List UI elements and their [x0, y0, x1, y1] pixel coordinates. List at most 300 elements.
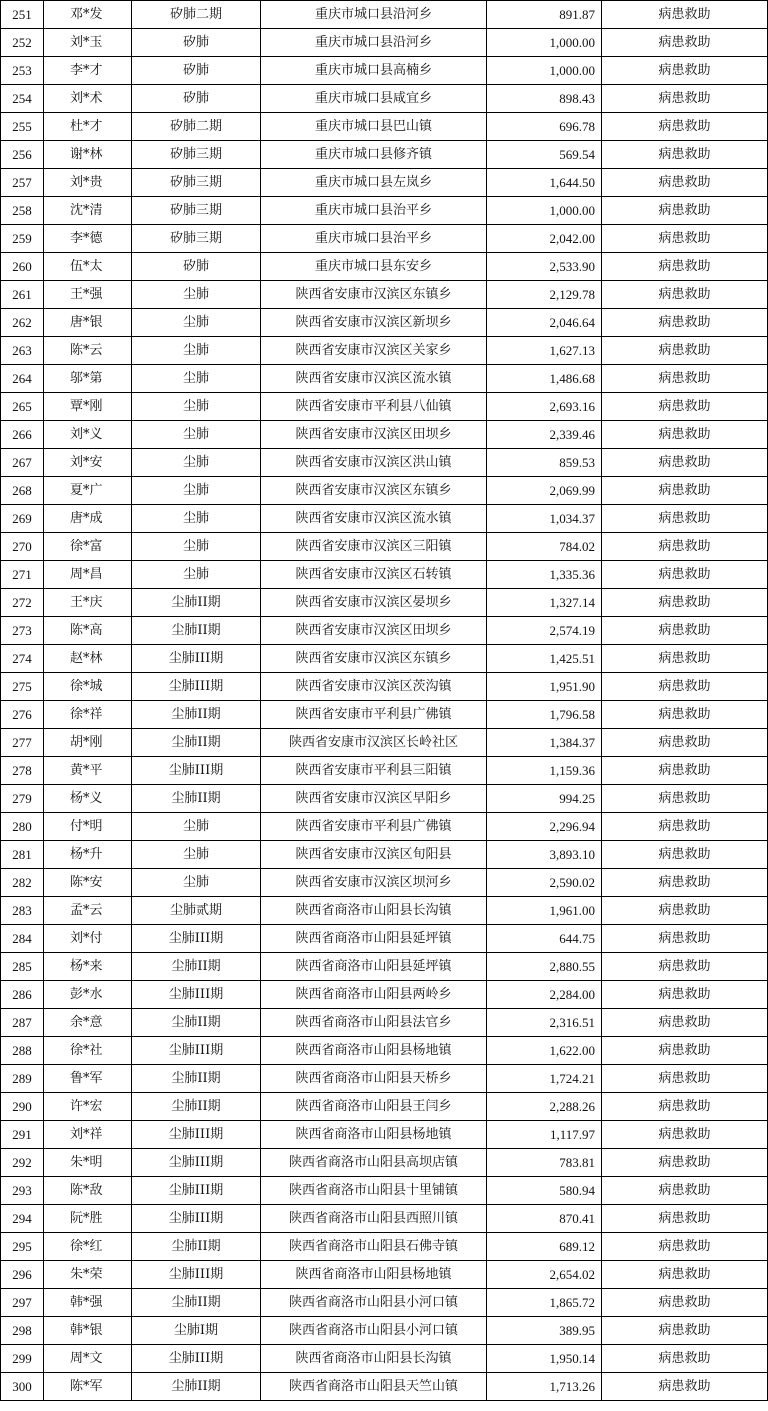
- disease-stage-cell: 尘肺II期: [132, 701, 261, 729]
- aid-amount-cell: 1,950.14: [487, 1345, 602, 1373]
- address-cell: 陕西省商洛市山阳县王闫乡: [261, 1093, 487, 1121]
- disease-stage-cell: 矽肺二期: [132, 113, 261, 141]
- aid-type-cell: 病患救助: [602, 1233, 768, 1261]
- disease-stage-cell: 尘肺贰期: [132, 897, 261, 925]
- aid-amount-cell: 2,296.94: [487, 813, 602, 841]
- address-cell: 陕西省商洛市山阳县延坪镇: [261, 925, 487, 953]
- disease-stage-cell: 尘肺II期: [132, 1065, 261, 1093]
- aid-amount-cell: 1,951.90: [487, 673, 602, 701]
- aid-type-cell: 病患救助: [602, 1149, 768, 1177]
- recipient-name-cell: 邓*发: [44, 1, 132, 29]
- aid-amount-cell: 784.02: [487, 533, 602, 561]
- table-row: [1, 841, 768, 869]
- table-row: [1, 729, 768, 757]
- row-number-cell: 260: [1, 253, 44, 281]
- disease-stage-cell: 矽肺: [132, 57, 261, 85]
- aid-amount-cell: 1,000.00: [487, 197, 602, 225]
- recipient-name-cell: 徐*城: [44, 673, 132, 701]
- aid-amount-cell: 1,865.72: [487, 1289, 602, 1317]
- address-cell: 陕西省商洛市山阳县延坪镇: [261, 953, 487, 981]
- recipient-name-cell: 杨*义: [44, 785, 132, 813]
- aid-amount-cell: 783.81: [487, 1149, 602, 1177]
- row-number-cell: 292: [1, 1149, 44, 1177]
- address-cell: 重庆市城口县治平乡: [261, 225, 487, 253]
- row-number-cell: 287: [1, 1009, 44, 1037]
- address-cell: 陕西省安康市汉滨区田坝乡: [261, 617, 487, 645]
- address-cell: 陕西省安康市汉滨区旬阳县: [261, 841, 487, 869]
- row-number-cell: 275: [1, 673, 44, 701]
- aid-amount-cell: 2,880.55: [487, 953, 602, 981]
- aid-amount-cell: 1,000.00: [487, 57, 602, 85]
- aid-type-cell: 病患救助: [602, 1037, 768, 1065]
- recipient-name-cell: 刘*付: [44, 925, 132, 953]
- table-row: [1, 1009, 768, 1037]
- aid-type-cell: 病患救助: [602, 1065, 768, 1093]
- aid-type-cell: 病患救助: [602, 449, 768, 477]
- aid-amount-cell: 1,335.36: [487, 561, 602, 589]
- address-cell: 陕西省商洛市山阳县杨地镇: [261, 1261, 487, 1289]
- table-row: [1, 561, 768, 589]
- row-number-cell: 251: [1, 1, 44, 29]
- aid-amount-cell: 2,129.78: [487, 281, 602, 309]
- recipient-name-cell: 刘*安: [44, 449, 132, 477]
- row-number-cell: 299: [1, 1345, 44, 1373]
- aid-type-cell: 病患救助: [602, 1, 768, 29]
- address-cell: 陕西省商洛市山阳县天桥乡: [261, 1065, 487, 1093]
- table-row: [1, 281, 768, 309]
- table-row: [1, 1205, 768, 1233]
- recipient-name-cell: 刘*义: [44, 421, 132, 449]
- row-number-cell: 252: [1, 29, 44, 57]
- recipient-name-cell: 徐*红: [44, 1233, 132, 1261]
- table-row: [1, 785, 768, 813]
- row-number-cell: 264: [1, 365, 44, 393]
- aid-amount-cell: 1,425.51: [487, 645, 602, 673]
- aid-type-cell: 病患救助: [602, 533, 768, 561]
- aid-type-cell: 病患救助: [602, 1317, 768, 1345]
- table-row: [1, 169, 768, 197]
- aid-type-cell: 病患救助: [602, 785, 768, 813]
- table-row: [1, 1093, 768, 1121]
- aid-amount-cell: 1,644.50: [487, 169, 602, 197]
- aid-amount-cell: 1,796.58: [487, 701, 602, 729]
- row-number-cell: 269: [1, 505, 44, 533]
- aid-type-cell: 病患救助: [602, 1121, 768, 1149]
- address-cell: 陕西省安康市汉滨区洪山镇: [261, 449, 487, 477]
- recipient-name-cell: 鲁*军: [44, 1065, 132, 1093]
- disease-stage-cell: 尘肺: [132, 841, 261, 869]
- recipient-name-cell: 陈*云: [44, 337, 132, 365]
- table-row: [1, 1037, 768, 1065]
- aid-type-cell: 病患救助: [602, 897, 768, 925]
- table-row: [1, 813, 768, 841]
- row-number-cell: 281: [1, 841, 44, 869]
- address-cell: 陕西省商洛市山阳县杨地镇: [261, 1037, 487, 1065]
- recipient-name-cell: 邬*第: [44, 365, 132, 393]
- recipient-name-cell: 周*文: [44, 1345, 132, 1373]
- recipient-name-cell: 彭*水: [44, 981, 132, 1009]
- aid-type-cell: 病患救助: [602, 617, 768, 645]
- recipient-name-cell: 覃*刚: [44, 393, 132, 421]
- aid-type-cell: 病患救助: [602, 869, 768, 897]
- aid-type-cell: 病患救助: [602, 1093, 768, 1121]
- aid-amount-cell: 2,339.46: [487, 421, 602, 449]
- aid-type-cell: 病患救助: [602, 85, 768, 113]
- aid-type-cell: 病患救助: [602, 561, 768, 589]
- disease-stage-cell: 尘肺: [132, 309, 261, 337]
- address-cell: 陕西省安康市汉滨区早阳乡: [261, 785, 487, 813]
- row-number-cell: 295: [1, 1233, 44, 1261]
- recipient-name-cell: 刘*玉: [44, 29, 132, 57]
- table-row: [1, 393, 768, 421]
- aid-type-cell: 病患救助: [602, 1261, 768, 1289]
- recipient-name-cell: 王*强: [44, 281, 132, 309]
- disease-stage-cell: 尘肺III期: [132, 1205, 261, 1233]
- table-row: [1, 701, 768, 729]
- recipient-name-cell: 杜*才: [44, 113, 132, 141]
- aid-amount-cell: 696.78: [487, 113, 602, 141]
- disease-stage-cell: 尘肺III期: [132, 925, 261, 953]
- address-cell: 陕西省安康市平利县八仙镇: [261, 393, 487, 421]
- table-row: [1, 897, 768, 925]
- row-number-cell: 298: [1, 1317, 44, 1345]
- table-row: [1, 1177, 768, 1205]
- disease-stage-cell: 矽肺二期: [132, 1, 261, 29]
- aid-type-cell: 病患救助: [602, 57, 768, 85]
- row-number-cell: 255: [1, 113, 44, 141]
- disease-stage-cell: 尘肺: [132, 869, 261, 897]
- address-cell: 陕西省安康市汉滨区流水镇: [261, 505, 487, 533]
- address-cell: 陕西省安康市汉滨区长岭社区: [261, 729, 487, 757]
- recipient-name-cell: 周*昌: [44, 561, 132, 589]
- recipient-name-cell: 陈*安: [44, 869, 132, 897]
- aid-amount-cell: 2,316.51: [487, 1009, 602, 1037]
- address-cell: 陕西省安康市汉滨区晏坝乡: [261, 589, 487, 617]
- row-number-cell: 267: [1, 449, 44, 477]
- row-number-cell: 277: [1, 729, 44, 757]
- address-cell: 重庆市城口县东安乡: [261, 253, 487, 281]
- aid-type-cell: 病患救助: [602, 841, 768, 869]
- recipient-name-cell: 徐*社: [44, 1037, 132, 1065]
- disease-stage-cell: 矽肺: [132, 29, 261, 57]
- disease-stage-cell: 矽肺三期: [132, 197, 261, 225]
- table-row: [1, 477, 768, 505]
- recipient-name-cell: 王*庆: [44, 589, 132, 617]
- address-cell: 陕西省商洛市山阳县西照川镇: [261, 1205, 487, 1233]
- table-row: [1, 617, 768, 645]
- row-number-cell: 265: [1, 393, 44, 421]
- aid-type-cell: 病患救助: [602, 645, 768, 673]
- address-cell: 陕西省安康市汉滨区茨沟镇: [261, 673, 487, 701]
- row-number-cell: 294: [1, 1205, 44, 1233]
- aid-type-cell: 病患救助: [602, 505, 768, 533]
- address-cell: 陕西省商洛市山阳县天竺山镇: [261, 1373, 487, 1401]
- table-row: [1, 1149, 768, 1177]
- table-row: [1, 1261, 768, 1289]
- disease-stage-cell: 尘肺: [132, 533, 261, 561]
- table-row: [1, 57, 768, 85]
- address-cell: 陕西省安康市平利县广佛镇: [261, 701, 487, 729]
- row-number-cell: 259: [1, 225, 44, 253]
- aid-amount-cell: 1,034.37: [487, 505, 602, 533]
- row-number-cell: 288: [1, 1037, 44, 1065]
- aid-type-cell: 病患救助: [602, 225, 768, 253]
- aid-amount-cell: 2,284.00: [487, 981, 602, 1009]
- recipient-name-cell: 徐*祥: [44, 701, 132, 729]
- recipient-name-cell: 唐*成: [44, 505, 132, 533]
- address-cell: 陕西省安康市汉滨区关家乡: [261, 337, 487, 365]
- table-row: [1, 505, 768, 533]
- address-cell: 重庆市城口县咸宜乡: [261, 85, 487, 113]
- aid-amount-cell: 389.95: [487, 1317, 602, 1345]
- disease-stage-cell: 矽肺三期: [132, 169, 261, 197]
- recipient-name-cell: 李*才: [44, 57, 132, 85]
- row-number-cell: 263: [1, 337, 44, 365]
- disease-stage-cell: 尘肺III期: [132, 673, 261, 701]
- table-row: [1, 1317, 768, 1345]
- aid-amount-cell: 2,288.26: [487, 1093, 602, 1121]
- table-row: [1, 365, 768, 393]
- row-number-cell: 272: [1, 589, 44, 617]
- disease-stage-cell: 尘肺: [132, 477, 261, 505]
- row-number-cell: 270: [1, 533, 44, 561]
- row-number-cell: 262: [1, 309, 44, 337]
- recipient-name-cell: 徐*富: [44, 533, 132, 561]
- aid-amount-cell: 994.25: [487, 785, 602, 813]
- recipient-name-cell: 李*德: [44, 225, 132, 253]
- aid-type-cell: 病患救助: [602, 113, 768, 141]
- disease-stage-cell: 尘肺III期: [132, 981, 261, 1009]
- aid-type-cell: 病患救助: [602, 757, 768, 785]
- aid-amount-cell: 689.12: [487, 1233, 602, 1261]
- address-cell: 陕西省商洛市山阳县高坝店镇: [261, 1149, 487, 1177]
- recipient-name-cell: 韩*强: [44, 1289, 132, 1317]
- row-number-cell: 291: [1, 1121, 44, 1149]
- disease-stage-cell: 尘肺III期: [132, 1261, 261, 1289]
- aid-type-cell: 病患救助: [602, 589, 768, 617]
- address-cell: 重庆市城口县沿河乡: [261, 29, 487, 57]
- table-row: [1, 1233, 768, 1261]
- recipient-name-cell: 付*明: [44, 813, 132, 841]
- disease-stage-cell: 尘肺II期: [132, 1373, 261, 1401]
- row-number-cell: 286: [1, 981, 44, 1009]
- table-row: [1, 197, 768, 225]
- table-row: [1, 1345, 768, 1373]
- row-number-cell: 278: [1, 757, 44, 785]
- disease-stage-cell: 尘肺II期: [132, 953, 261, 981]
- aid-amount-cell: 859.53: [487, 449, 602, 477]
- address-cell: 陕西省安康市平利县广佛镇: [261, 813, 487, 841]
- aid-amount-cell: 2,533.90: [487, 253, 602, 281]
- aid-amount-cell: 2,042.00: [487, 225, 602, 253]
- row-number-cell: 280: [1, 813, 44, 841]
- row-number-cell: 300: [1, 1373, 44, 1401]
- disease-stage-cell: 尘肺II期: [132, 617, 261, 645]
- aid-type-cell: 病患救助: [602, 1345, 768, 1373]
- table-row: [1, 589, 768, 617]
- table-row: [1, 1373, 768, 1401]
- table-row: [1, 1, 768, 29]
- table-row: [1, 449, 768, 477]
- disease-stage-cell: 矽肺: [132, 253, 261, 281]
- aid-amount-cell: 1,384.37: [487, 729, 602, 757]
- recipient-name-cell: 陈*军: [44, 1373, 132, 1401]
- aid-amount-cell: 1,327.14: [487, 589, 602, 617]
- disease-stage-cell: 尘肺III期: [132, 1149, 261, 1177]
- disease-stage-cell: 矽肺三期: [132, 225, 261, 253]
- row-number-cell: 283: [1, 897, 44, 925]
- row-number-cell: 276: [1, 701, 44, 729]
- row-number-cell: 273: [1, 617, 44, 645]
- address-cell: 陕西省安康市汉滨区三阳镇: [261, 533, 487, 561]
- row-number-cell: 293: [1, 1177, 44, 1205]
- table-row: [1, 925, 768, 953]
- table-row: [1, 253, 768, 281]
- row-number-cell: 282: [1, 869, 44, 897]
- address-cell: 陕西省安康市汉滨区石转镇: [261, 561, 487, 589]
- recipient-name-cell: 赵*林: [44, 645, 132, 673]
- disease-stage-cell: 尘肺II期: [132, 785, 261, 813]
- address-cell: 陕西省商洛市山阳县小河口镇: [261, 1289, 487, 1317]
- recipient-name-cell: 刘*术: [44, 85, 132, 113]
- disease-stage-cell: 尘肺: [132, 337, 261, 365]
- row-number-cell: 261: [1, 281, 44, 309]
- aid-type-cell: 病患救助: [602, 141, 768, 169]
- disease-stage-cell: 矽肺: [132, 85, 261, 113]
- recipient-name-cell: 韩*银: [44, 1317, 132, 1345]
- aid-type-cell: 病患救助: [602, 1289, 768, 1317]
- aid-amount-cell: 2,654.02: [487, 1261, 602, 1289]
- table-row: [1, 1121, 768, 1149]
- aid-type-cell: 病患救助: [602, 701, 768, 729]
- aid-type-cell: 病患救助: [602, 29, 768, 57]
- aid-amount-cell: 2,046.64: [487, 309, 602, 337]
- aid-type-cell: 病患救助: [602, 1009, 768, 1037]
- table-row: [1, 1289, 768, 1317]
- address-cell: 陕西省安康市汉滨区东镇乡: [261, 477, 487, 505]
- aid-type-cell: 病患救助: [602, 281, 768, 309]
- recipient-name-cell: 沈*清: [44, 197, 132, 225]
- aid-amount-cell: 1,627.13: [487, 337, 602, 365]
- table-row: [1, 1065, 768, 1093]
- address-cell: 陕西省商洛市山阳县杨地镇: [261, 1121, 487, 1149]
- aid-type-cell: 病患救助: [602, 365, 768, 393]
- address-cell: 重庆市城口县沿河乡: [261, 1, 487, 29]
- recipient-name-cell: 伍*太: [44, 253, 132, 281]
- table-row: [1, 953, 768, 981]
- address-cell: 陕西省商洛市山阳县小河口镇: [261, 1317, 487, 1345]
- disease-stage-cell: 尘肺III期: [132, 757, 261, 785]
- address-cell: 重庆市城口县修齐镇: [261, 141, 487, 169]
- disease-stage-cell: 尘肺: [132, 449, 261, 477]
- aid-type-cell: 病患救助: [602, 477, 768, 505]
- address-cell: 陕西省商洛市山阳县长沟镇: [261, 1345, 487, 1373]
- recipient-name-cell: 夏*广: [44, 477, 132, 505]
- row-number-cell: 285: [1, 953, 44, 981]
- table-row: [1, 645, 768, 673]
- disease-stage-cell: 尘肺: [132, 281, 261, 309]
- aid-type-cell: 病患救助: [602, 393, 768, 421]
- address-cell: 陕西省商洛市山阳县法官乡: [261, 1009, 487, 1037]
- aid-amount-cell: 2,069.99: [487, 477, 602, 505]
- row-number-cell: 268: [1, 477, 44, 505]
- aid-type-cell: 病患救助: [602, 729, 768, 757]
- recipient-name-cell: 阮*胜: [44, 1205, 132, 1233]
- row-number-cell: 266: [1, 421, 44, 449]
- recipient-name-cell: 朱*荣: [44, 1261, 132, 1289]
- aid-type-cell: 病患救助: [602, 253, 768, 281]
- disease-stage-cell: 尘肺: [132, 365, 261, 393]
- disease-stage-cell: 尘肺: [132, 561, 261, 589]
- aid-type-cell: 病患救助: [602, 1373, 768, 1401]
- aid-type-cell: 病患救助: [602, 925, 768, 953]
- recipient-name-cell: 余*意: [44, 1009, 132, 1037]
- aid-type-cell: 病患救助: [602, 953, 768, 981]
- disease-stage-cell: 尘肺II期: [132, 1093, 261, 1121]
- aid-type-cell: 病患救助: [602, 1205, 768, 1233]
- aid-amount-cell: 2,590.02: [487, 869, 602, 897]
- recipient-name-cell: 许*宏: [44, 1093, 132, 1121]
- disease-stage-cell: 尘肺III期: [132, 1121, 261, 1149]
- table-row: [1, 337, 768, 365]
- table-row: [1, 85, 768, 113]
- recipient-name-cell: 谢*林: [44, 141, 132, 169]
- recipient-name-cell: 唐*银: [44, 309, 132, 337]
- table-row: [1, 29, 768, 57]
- row-number-cell: 256: [1, 141, 44, 169]
- aid-amount-cell: 1,713.26: [487, 1373, 602, 1401]
- address-cell: 陕西省安康市汉滨区田坝乡: [261, 421, 487, 449]
- aid-amount-cell: 1,961.00: [487, 897, 602, 925]
- address-cell: 重庆市城口县巴山镇: [261, 113, 487, 141]
- aid-type-cell: 病患救助: [602, 169, 768, 197]
- recipient-name-cell: 杨*升: [44, 841, 132, 869]
- aid-amount-cell: 898.43: [487, 85, 602, 113]
- aid-amount-cell: 870.41: [487, 1205, 602, 1233]
- row-number-cell: 296: [1, 1261, 44, 1289]
- row-number-cell: 257: [1, 169, 44, 197]
- disease-stage-cell: 尘肺II期: [132, 729, 261, 757]
- disease-stage-cell: 尘肺: [132, 505, 261, 533]
- aid-amount-cell: 1,117.97: [487, 1121, 602, 1149]
- aid-amount-cell: 644.75: [487, 925, 602, 953]
- disease-stage-cell: 尘肺: [132, 813, 261, 841]
- address-cell: 重庆市城口县治平乡: [261, 197, 487, 225]
- recipient-name-cell: 孟*云: [44, 897, 132, 925]
- address-cell: 陕西省安康市汉滨区东镇乡: [261, 645, 487, 673]
- table-row: [1, 533, 768, 561]
- table-body: [1, 1, 768, 1401]
- address-cell: 重庆市城口县高楠乡: [261, 57, 487, 85]
- disease-stage-cell: 尘肺II期: [132, 1289, 261, 1317]
- table-row: [1, 309, 768, 337]
- aid-amount-cell: 2,574.19: [487, 617, 602, 645]
- aid-amount-cell: 891.87: [487, 1, 602, 29]
- recipient-name-cell: 刘*贵: [44, 169, 132, 197]
- disease-stage-cell: 尘肺II期: [132, 1233, 261, 1261]
- aid-amount-cell: 2,693.16: [487, 393, 602, 421]
- address-cell: 陕西省安康市汉滨区坝河乡: [261, 869, 487, 897]
- address-cell: 陕西省安康市汉滨区流水镇: [261, 365, 487, 393]
- table-row: [1, 673, 768, 701]
- aid-type-cell: 病患救助: [602, 981, 768, 1009]
- aid-amount-cell: 3,893.10: [487, 841, 602, 869]
- address-cell: 陕西省商洛市山阳县石佛寺镇: [261, 1233, 487, 1261]
- disease-stage-cell: 尘肺III期: [132, 1037, 261, 1065]
- recipient-name-cell: 胡*刚: [44, 729, 132, 757]
- disease-stage-cell: 尘肺III期: [132, 1345, 261, 1373]
- address-cell: 陕西省安康市平利县三阳镇: [261, 757, 487, 785]
